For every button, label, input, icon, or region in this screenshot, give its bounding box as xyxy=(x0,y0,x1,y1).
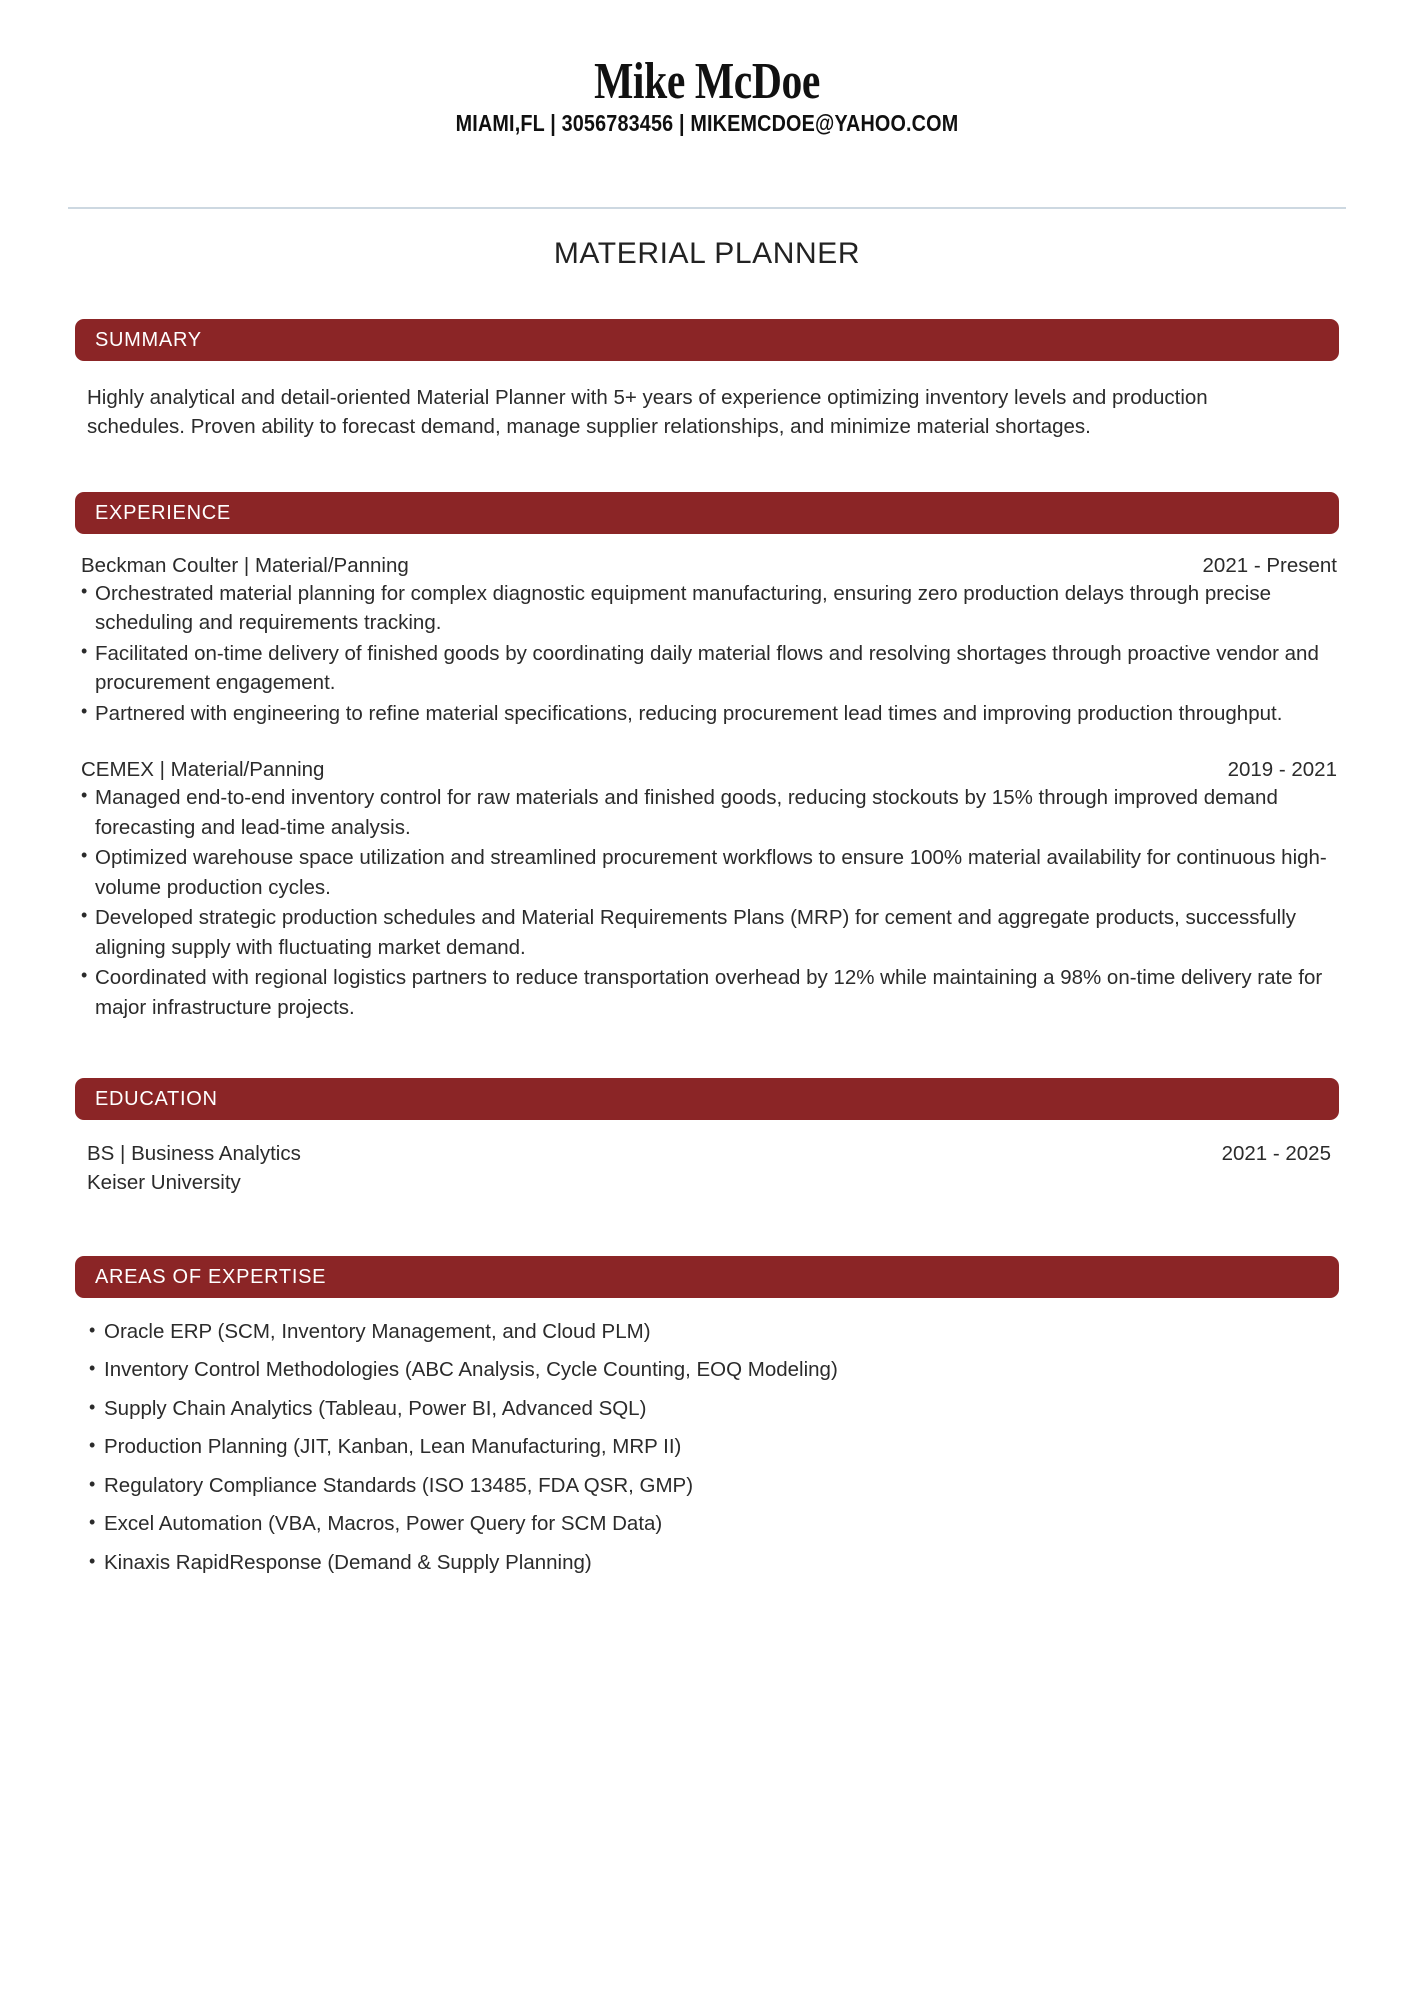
section-title-education: EDUCATION xyxy=(95,1088,218,1111)
header-divider xyxy=(68,207,1346,209)
list-item: • Coordinated with regional logistics partners to reduce transportation overhead by 12% while maintaining a 98% on-time delivery rate for major infrastructure projects. xyxy=(77,963,1339,1022)
experience-bullets xyxy=(77,783,1339,1022)
resume-header xyxy=(75,0,1339,137)
experience-company: Beckman Coulter | Material/Panning xyxy=(81,553,409,577)
education-degree: BS | Business Analytics xyxy=(87,1142,301,1166)
candidate-name: Mike McDoe xyxy=(594,53,820,110)
list-item: • Kinaxis RapidResponse (Demand & Supply Planning) xyxy=(87,1553,1339,1574)
experience-dates: 2021 - Present xyxy=(1202,553,1337,577)
experience-entry-header xyxy=(77,758,1339,782)
section-expertise xyxy=(75,1256,1339,1574)
contact-line: MIAMI,FL | 3056783456 | MIKEMCDOE@YAHOO.COM xyxy=(455,110,959,137)
list-item: • Orchestrated material planning for complex diagnostic equipment manufacturing, ensuring zero production delays through precise scheduling and requirements tracking. xyxy=(77,579,1339,638)
list-item: • Oracle ERP (SCM, Inventory Management, and Cloud PLM) xyxy=(87,1322,1339,1343)
education-school: Keiser University xyxy=(87,1171,241,1195)
list-item: • Developed strategic production schedules and Material Requirements Plans (MRP) for cement and aggregate products, successfully aligning supply with fluctuating market demand. xyxy=(77,903,1339,962)
list-item: • Managed end-to-end inventory control for raw materials and finished goods, reducing stockouts by 15% through improved demand forecasting and lead-time analysis. xyxy=(77,783,1339,842)
list-item: • Partnered with engineering to refine material specifications, reducing procurement lead times and improving production throughput. xyxy=(77,699,1339,729)
list-item: • Excel Automation (VBA, Macros, Power Query for SCM Data) xyxy=(87,1514,1339,1535)
experience-entry xyxy=(75,554,1339,729)
section-summary xyxy=(75,319,1339,442)
section-education xyxy=(75,1078,1339,1197)
section-header-education xyxy=(75,1078,1339,1120)
section-header-experience xyxy=(75,492,1339,534)
experience-entry-header xyxy=(77,554,1339,578)
education-entry-header xyxy=(87,1142,1331,1166)
list-item: • Inventory Control Methodologies (ABC Analysis, Cycle Counting, EOQ Modeling) xyxy=(87,1360,1339,1381)
section-title-experience: EXPERIENCE xyxy=(95,501,231,524)
list-item: • Production Planning (JIT, Kanban, Lean Manufacturing, MRP II) xyxy=(87,1437,1339,1458)
list-item: • Regulatory Compliance Standards (ISO 13485, FDA QSR, GMP) xyxy=(87,1476,1339,1497)
experience-company: CEMEX | Material/Panning xyxy=(81,758,325,782)
section-header-expertise xyxy=(75,1256,1339,1298)
experience-entry xyxy=(75,758,1339,1022)
summary-paragraph: Highly analytical and detail-oriented Material Planner with 5+ years of experience optimizing inventory levels and production schedules. Proven ability to forecast demand, manage supplier relationships, and minimize material shortages. xyxy=(87,386,1208,439)
page-title: MATERIAL PLANNER xyxy=(553,237,861,271)
section-header-summary xyxy=(75,319,1339,361)
experience-dates: 2019 - 2021 xyxy=(1227,758,1337,782)
education-entry xyxy=(75,1142,1339,1197)
section-title-expertise: AREAS OF EXPERTISE xyxy=(95,1265,327,1288)
experience-bullets xyxy=(77,579,1339,729)
list-item: • Optimized warehouse space utilization and streamlined procurement workflows to ensure 100% material availability for continuous high-volume production cycles. xyxy=(77,843,1339,902)
section-title-summary: SUMMARY xyxy=(95,329,202,352)
section-experience xyxy=(75,492,1339,1023)
education-dates: 2021 - 2025 xyxy=(1221,1142,1331,1166)
list-item: • Facilitated on-time delivery of finished goods by coordinating daily material flows and resolving shortages through proactive vendor and procurement engagement. xyxy=(77,639,1339,698)
list-item: • Supply Chain Analytics (Tableau, Power BI, Advanced SQL) xyxy=(87,1399,1339,1420)
expertise-list xyxy=(75,1319,1339,1574)
